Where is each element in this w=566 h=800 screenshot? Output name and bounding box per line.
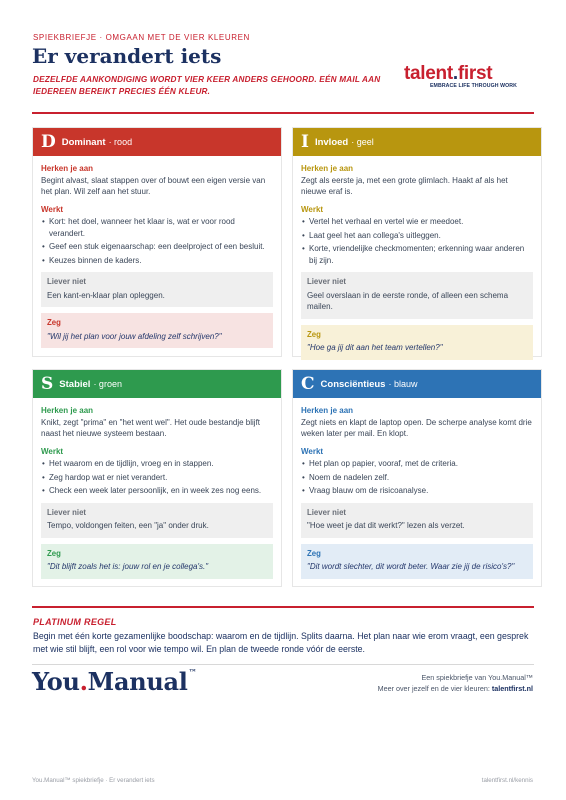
say-text: "Hoe ga jij dit aan het team vertellen?" bbox=[307, 343, 443, 352]
card-letter: D bbox=[41, 132, 56, 152]
avoid-box bbox=[41, 272, 273, 307]
say-label: Zeg bbox=[47, 318, 61, 327]
footer-right[interactable]: talentfirst.nl/kennis bbox=[481, 777, 533, 784]
page-title: Er verandert iets bbox=[32, 44, 222, 68]
recognize-label: Herken je aan bbox=[41, 406, 94, 415]
credit-link[interactable]: talentfirst.nl bbox=[491, 684, 533, 693]
list-item: • Zeg hardop wat er niet verandert. bbox=[41, 472, 273, 484]
list-item: • Laat geel het aan collega's uitleggen. bbox=[301, 230, 533, 242]
card-header bbox=[293, 128, 541, 156]
credit bbox=[378, 672, 533, 694]
list-item: • Vertel het verhaal en vertel wie er meedoet. bbox=[301, 216, 533, 228]
say-text: "Wil jij het plan voor jouw afdeling zelf schrijven?" bbox=[47, 331, 222, 341]
brand-name: talent.first bbox=[404, 63, 493, 84]
card-conscientieus bbox=[292, 369, 542, 587]
say-box bbox=[41, 313, 273, 348]
say-label: Zeg bbox=[307, 329, 321, 339]
list-item: • Geef een stuk eigenaarschap: een deelproject of een besluit. bbox=[41, 241, 273, 253]
say-label: Zeg bbox=[307, 548, 321, 558]
card-letter: C bbox=[301, 374, 315, 394]
recognize-text: Zegt niets en klapt de laptop open. De scherpe analyse komt drie weken later per mail. En klopt. bbox=[301, 417, 532, 438]
list-item: • Check een week later persoonlijk, en in week zes nog eens. bbox=[41, 485, 273, 497]
list-item: • Het waarom en de tijdlijn, vroeg en in stappen. bbox=[41, 458, 273, 470]
platinum-text: Begin met één korte gezamenlijke boodschap: waarom en de tijdlijn. Splits daarna. Het plan naar wie erom vraagt, een gesprek met wie stil blijft, een rol voor wie tempo wil. En plan de tweede ronde vóór de eerste. bbox=[33, 631, 529, 654]
card-color-name: · geel bbox=[351, 137, 374, 147]
say-box bbox=[301, 544, 533, 579]
card-color-name: · groen bbox=[93, 379, 122, 389]
list-item: • Noem de nadelen zelf. bbox=[301, 472, 533, 484]
youmanual-logo: You.Manual™ bbox=[32, 667, 197, 696]
avoid-text: "Hoe weet je dat dit werkt?" lezen als verzet. bbox=[307, 521, 465, 530]
avoid-box bbox=[301, 272, 533, 319]
kicker: SPIEKBRIEFJE · OMGAAN MET DE VIER KLEUREN bbox=[33, 33, 250, 42]
works-list bbox=[301, 458, 533, 497]
brand-tagline: EMBRACE LIFE THROUGH WORK bbox=[430, 83, 517, 89]
card-color-name: · rood bbox=[108, 137, 133, 147]
avoid-box bbox=[41, 503, 273, 538]
avoid-label: Liever niet bbox=[307, 507, 346, 517]
talentfirst-logo bbox=[404, 63, 534, 89]
footer-divider bbox=[32, 664, 534, 665]
recognize-text: Zegt als eerste ja, met een grote glimlach. Haakt af als het nieuwe eraf is. bbox=[301, 175, 508, 196]
card-title: Stabiel bbox=[59, 378, 91, 390]
card-invloed bbox=[292, 127, 542, 357]
recognize-text: Begint alvast, slaat stappen over of bouwt een eigen versie van het plan. Wil zelf aan het stuur. bbox=[41, 175, 266, 196]
works-list bbox=[301, 216, 533, 266]
works-label: Werkt bbox=[301, 446, 324, 456]
card-header bbox=[293, 370, 541, 398]
card-header bbox=[33, 128, 281, 156]
card-dominant bbox=[32, 127, 282, 357]
say-label: Zeg bbox=[47, 548, 61, 558]
say-box bbox=[41, 544, 273, 579]
list-item: • Keuzes binnen de kaders. bbox=[41, 255, 273, 267]
avoid-label: Liever niet bbox=[307, 277, 346, 286]
card-title: Dominant bbox=[61, 136, 106, 148]
say-text: "Dit blijft zoals het is: jouw rol en je collega's." bbox=[47, 562, 209, 571]
works-label: Werkt bbox=[41, 446, 64, 456]
avoid-box bbox=[301, 503, 533, 538]
list-item: • Kort: het doel, wanneer het klaar is, wat er voor rood verandert. bbox=[41, 216, 273, 239]
say-text: "Dit wordt slechter, dit wordt beter. Waar zie jij de risico's?" bbox=[307, 562, 515, 571]
card-header bbox=[33, 370, 281, 398]
card-letter: I bbox=[301, 132, 309, 152]
avoid-label: Liever niet bbox=[47, 507, 86, 517]
recognize-label: Herken je aan bbox=[41, 164, 94, 173]
works-label: Werkt bbox=[41, 204, 64, 214]
works-list bbox=[41, 216, 273, 266]
list-item: • Korte, vriendelijke checkmomenten; erkenning waar anderen bij zijn. bbox=[301, 243, 533, 266]
card-color-name: · blauw bbox=[388, 379, 418, 389]
card-title: Invloed bbox=[314, 136, 349, 148]
list-item: • Het plan op papier, vooraf, met de criteria. bbox=[301, 458, 533, 470]
say-box bbox=[301, 325, 533, 360]
section-divider bbox=[32, 606, 534, 608]
card-letter: S bbox=[41, 374, 54, 394]
works-label: Werkt bbox=[301, 204, 324, 214]
recognize-label: Herken je aan bbox=[301, 164, 354, 173]
avoid-text: Tempo, voldongen feiten, een "ja" onder druk. bbox=[47, 521, 209, 530]
footer-left: You.Manual™ spiekbriefje · Er verandert iets bbox=[32, 777, 155, 784]
top-divider bbox=[32, 112, 534, 114]
avoid-text: Geel overslaan in de eerste ronde, of alleen een schema mailen. bbox=[307, 290, 509, 311]
works-list bbox=[41, 458, 273, 497]
card-title: Consciëntieus bbox=[320, 378, 386, 390]
avoid-label: Liever niet bbox=[47, 277, 86, 286]
recognize-label: Herken je aan bbox=[301, 406, 354, 415]
recognize-text: Knikt, zegt "prima" en "het went wel". Het oude bestandje blijft naast het nieuwe systeem bestaan. bbox=[41, 417, 261, 438]
page-subtitle: DEZELFDE AANKONDIGING WORDT VIER KEER ANDERS GEHOORD. EÉN MAIL AAN IEDEREEN BEREIKT PRECIES ÉÉN KLEUR. bbox=[33, 75, 381, 96]
platinum-title: PLATINUM REGEL bbox=[33, 617, 117, 627]
credit-line: Een spiekbriefje van You.Manual™ bbox=[421, 673, 533, 682]
card-stabiel bbox=[32, 369, 282, 587]
avoid-text: Een kant-en-klaar plan opleggen. bbox=[47, 290, 165, 300]
credit-line: Meer over jezelf en de vier kleuren: talentfirst.nl bbox=[377, 684, 533, 693]
list-item: • Vraag blauw om de risicoanalyse. bbox=[301, 485, 533, 497]
